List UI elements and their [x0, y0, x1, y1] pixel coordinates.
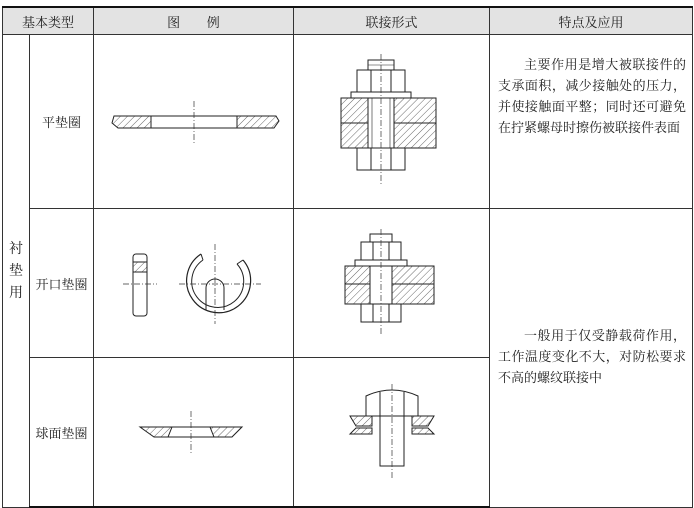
spherical-washer-example: [94, 358, 294, 508]
spherical-washer-section-drawing: [134, 407, 254, 457]
flat-washer-features: [490, 35, 693, 209]
flat-washer-features-text: 主要作用是增大被联接件的支承面积，减少接触处的压力，并使接触面平整；同时还可避免在拧紧螺母时擦伤被联接件表面: [498, 58, 687, 136]
table-row: [3, 35, 693, 209]
header-example: 图 例: [94, 7, 294, 35]
slotted-washer-views-drawing: [119, 238, 269, 328]
bolt-spherical-washer-assembly-drawing: [342, 382, 442, 482]
bolt-slotted-washer-assembly-drawing: [337, 228, 447, 338]
slotted-washer-connection: [294, 209, 490, 358]
flat-washer-section-drawing: [104, 97, 284, 147]
bolt-flat-washer-assembly-drawing: [337, 52, 447, 192]
header-features: 特点及应用: [490, 7, 693, 35]
table-row: [3, 209, 693, 358]
header-row: [3, 7, 693, 35]
washer-types-table: [2, 6, 693, 508]
row-name-spherical-washer: 球面垫圈: [30, 358, 94, 508]
flat-washer-connection: [294, 35, 490, 209]
row-name-slotted-washer: 开口垫圈: [30, 209, 94, 358]
category-cell: [3, 35, 30, 508]
category-char: 衬: [9, 240, 23, 257]
slotted-washer-example: [94, 209, 294, 358]
category-char: 用: [9, 284, 23, 301]
header-basic-type: 基本类型: [3, 7, 94, 35]
category-char: 垫: [9, 262, 23, 279]
other-washers-features-text: 一般用于仅受静载荷作用，工作温度变化不大，对防松要求不高的螺纹联接中: [498, 329, 687, 387]
spherical-washer-connection: [294, 358, 490, 508]
header-connection-form: 联接形式: [294, 7, 490, 35]
row-name-flat-washer: 平垫圈: [30, 35, 94, 209]
flat-washer-example: [94, 35, 294, 209]
other-washers-features: [490, 209, 693, 508]
